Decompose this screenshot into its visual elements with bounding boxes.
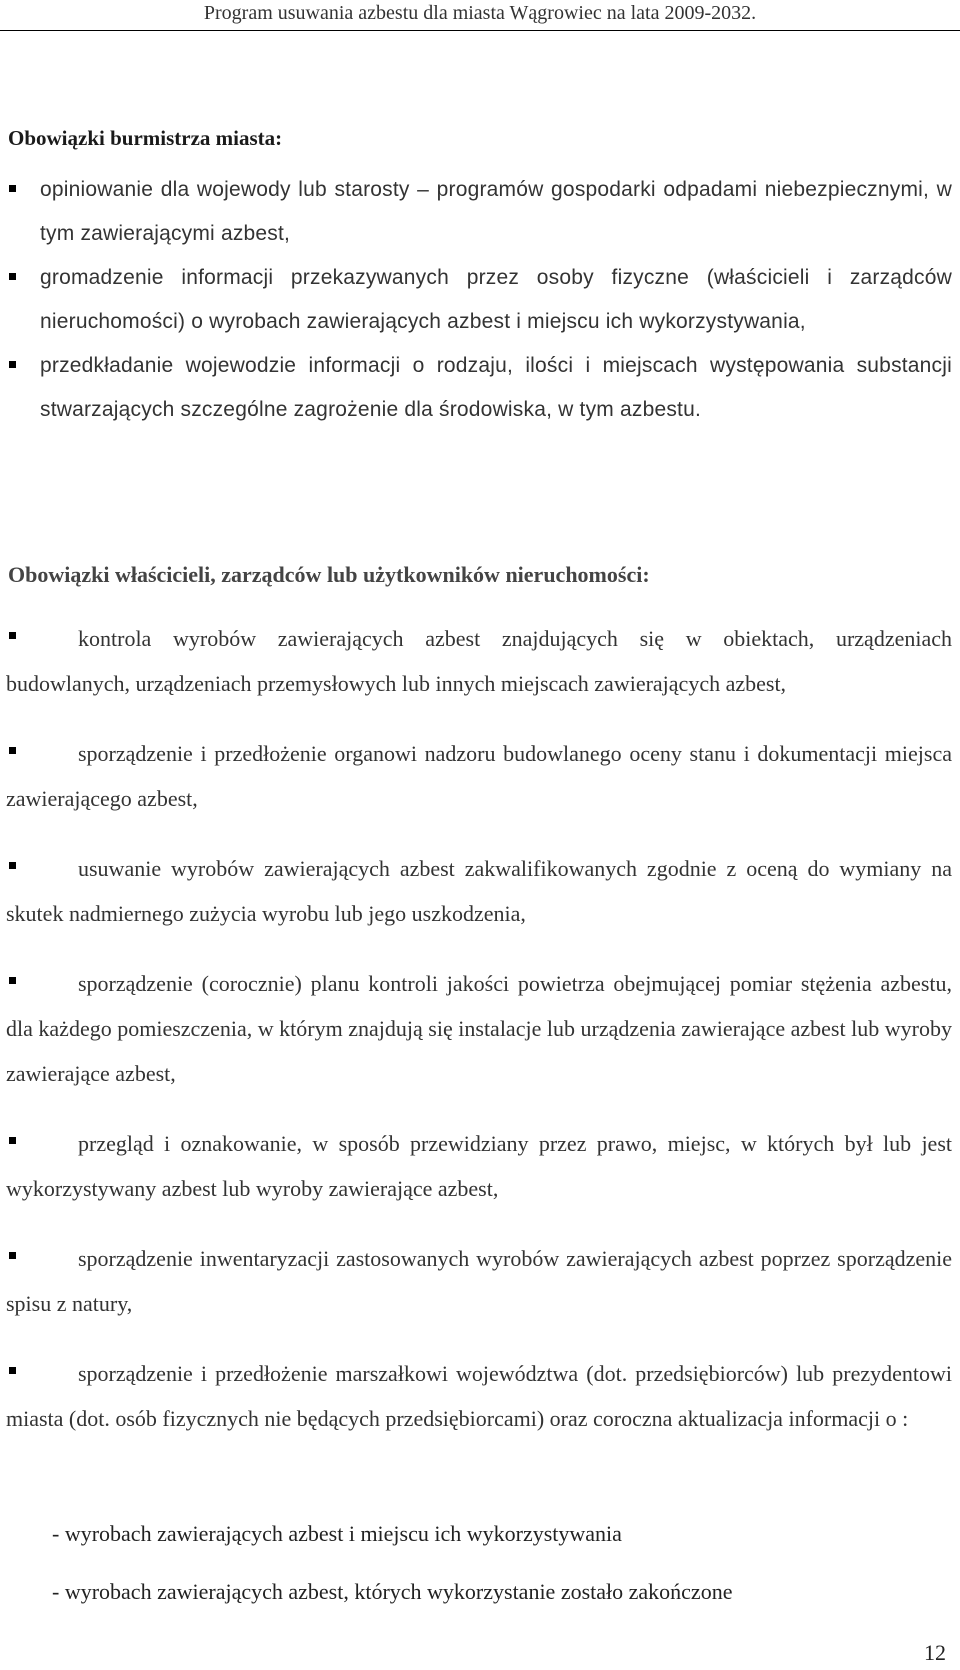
list-item	[0, 344, 960, 432]
bullet-icon	[9, 1367, 16, 1374]
bullet-icon	[9, 1252, 16, 1259]
list-item	[0, 616, 960, 706]
list-item-text: sporządzenie i przedłożenie marszałkowi województwa (dot. przedsiębiorców) lub prezydentowi miasta (dot. osób fizycznych nie będących przedsiębiorcami) oraz coroczna aktualizacja informacji o :	[6, 1361, 952, 1431]
information-subitems	[52, 1505, 732, 1621]
section-heading-mayor: Obowiązki burmistrza miasta:	[8, 126, 283, 150]
list-item	[0, 846, 960, 936]
sub-list-item: - wyrobach zawierających azbest, których wykorzystanie zostało zakończone	[52, 1579, 733, 1604]
list-item-text: sporządzenie (corocznie) planu kontroli jakości powietrza obejmującej pomiar stężenia azbestu, dla każdego pomieszczenia, w którym znajdują się instalacje lub urządzenia zawierające azbest lub wyroby zawierające azbest,	[6, 971, 952, 1086]
page-number: 12	[924, 1640, 946, 1665]
section-heading-owners: Obowiązki właścicieli, zarządców lub użytkowników nieruchomości:	[8, 562, 650, 587]
list-item-text: kontrola wyrobów zawierających azbest znajdujących się w obiektach, urządzeniach budowlanych, urządzeniach przemysłowych lub innych miejscach zawierających azbest,	[6, 626, 952, 696]
list-item	[0, 961, 960, 1096]
list-item	[0, 256, 960, 344]
list-item-text: gromadzenie informacji przekazywanych przez osoby fizyczne (właścicieli i zarządców nieruchomości) o wyrobach zawierających azbest i miejscu ich wykorzystywania,	[40, 266, 952, 333]
bullet-icon	[9, 361, 16, 368]
list-item	[0, 731, 960, 821]
list-item-text: opiniowanie dla wojewody lub starosty – programów gospodarki odpadami niebezpiecznymi, w tym zawierającymi azbest,	[40, 178, 952, 245]
bullet-icon	[9, 977, 16, 984]
bullet-icon	[9, 273, 16, 280]
bullet-icon	[9, 1137, 16, 1144]
page-header: Program usuwania azbestu dla miasta Wągrowiec na lata 2009-2032.	[203, 2, 757, 24]
list-item-text: przedkładanie wojewodzie informacji o rodzaju, ilości i miejscach występowania substancji stwarzających szczególne zagrożenie dla środowiska, w tym azbestu.	[40, 354, 952, 421]
list-item-text: sporządzenie i przedłożenie organowi nadzoru budowlanego oceny stanu i dokumentacji miejsca zawierającego azbest,	[6, 741, 952, 811]
header-rule	[0, 30, 960, 31]
list-item-text: usuwanie wyrobów zawierających azbest zakwalifikowanych zgodnie z oceną do wymiany na skutek nadmiernego zużycia wyrobu lub jego uszkodzenia,	[6, 856, 952, 926]
list-item	[0, 1351, 960, 1441]
mayor-duties-list	[0, 168, 960, 432]
bullet-icon	[9, 632, 16, 639]
list-item-text: sporządzenie inwentaryzacji zastosowanych wyrobów zawierających azbest poprzez sporządzenie spisu z natury,	[6, 1246, 952, 1316]
list-item-text: przegląd i oznakowanie, w sposób przewidziany przez prawo, miejsc, w których był lub jest wykorzystywany azbest lub wyroby zawierające azbest,	[6, 1131, 952, 1201]
owner-duties-list	[0, 616, 960, 1466]
sub-list-item: - wyrobach zawierających azbest i miejscu ich wykorzystywania	[52, 1521, 622, 1546]
bullet-icon	[9, 747, 16, 754]
bullet-icon	[9, 185, 16, 192]
list-item	[0, 168, 960, 256]
list-item	[0, 1236, 960, 1326]
list-item	[0, 1121, 960, 1211]
bullet-icon	[9, 862, 16, 869]
